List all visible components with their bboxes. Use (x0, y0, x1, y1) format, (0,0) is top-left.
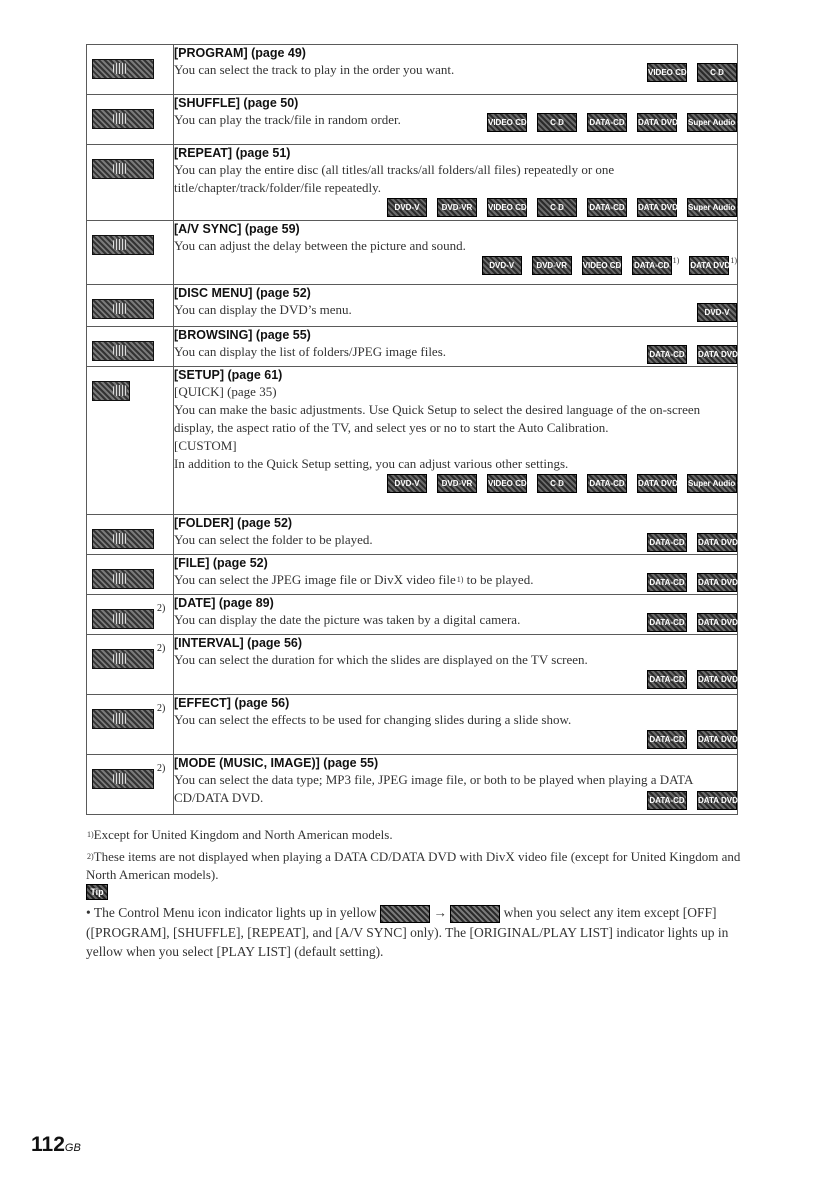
menu-item-title: [SETUP] (page 61) (174, 368, 283, 382)
disc-badge-datadvd-icon: DATA DVD (697, 670, 737, 689)
disc-badges (174, 730, 737, 752)
menu-row-setup (87, 367, 738, 515)
disc-badge-datadvd-icon: DATA DVD (637, 198, 677, 217)
menu-item-title: [PROGRAM] (page 49) (174, 46, 306, 60)
disc-badges (477, 112, 750, 132)
footnote-mark: 2) (157, 763, 166, 774)
disc-badge-datacd-icon: DATA-CD (647, 613, 687, 632)
disc-badge-datadvd-icon: DATA DVD (689, 256, 729, 275)
disc-badge-datacd-icon: DATA-CD (587, 113, 627, 132)
control-menu-table (86, 44, 750, 815)
file-icon (92, 569, 154, 589)
repeat-icon (92, 159, 154, 179)
disc-badge-datacd-icon: DATA-CD (647, 533, 687, 552)
menu-item-title: [INTERVAL] (page 56) (174, 636, 303, 650)
disc-badge-datadvd-icon: DATA DVD (697, 533, 737, 552)
disc-badge-videocd-icon: VIDEO CD (487, 113, 527, 132)
menu-row-browsing (87, 327, 738, 367)
menu-item-title: [DISC MENU] (page 52) (174, 286, 311, 300)
date-icon (92, 609, 154, 629)
footnote-mark: 1) (456, 575, 464, 584)
menu-item-description: You can display the DVD’s menu. (174, 302, 352, 317)
disc-badge-dvdv-icon: DVD-V (387, 474, 427, 493)
setup-custom-label: [CUSTOM] (174, 438, 237, 453)
disc-badge-dvdv-icon: DVD-V (387, 198, 427, 217)
disc-menu-icon (92, 299, 154, 319)
menu-item-title: [MODE (MUSIC, IMAGE)] (page 55) (174, 756, 379, 770)
disc-badge-videocd-icon: VIDEO CD (647, 63, 687, 82)
tip-text: • The Control Menu icon indicator lights up in yellow → when you select any item except [OFF] ([PROGRAM], [SHUFFLE], [REPEAT], and [A/V SYNC] only). The [ORIGINAL/PLAY LIST] indicator lights up in yellow when you select [PLAY LIST] (default setting). (86, 905, 729, 959)
menu-item-description: You can display the list of folders/JPEG image files. (174, 344, 447, 359)
disc-badge-cd-icon: C D (537, 198, 577, 217)
arrow-icon: → (433, 905, 447, 920)
footnote-mark: 2) (157, 643, 166, 654)
disc-badge-datacd-icon: DATA-CD (647, 670, 687, 689)
disc-badges (637, 572, 737, 592)
disc-badge-datacd-icon: DATA-CD (587, 198, 627, 217)
setup-icon (92, 381, 130, 401)
disc-badges (637, 62, 737, 82)
menu-row-file (87, 555, 738, 595)
setup-custom-description: In addition to the Quick Setup setting, you can adjust various other settings. (174, 456, 569, 471)
menu-row-date (87, 595, 738, 635)
disc-badges (174, 198, 750, 220)
disc-badge-dvdv-icon: DVD-V (697, 303, 737, 322)
disc-badges (637, 612, 737, 632)
disc-badge-sacd-icon: Super Audio CD (687, 198, 737, 217)
menu-item-description-tail: to be played. (463, 572, 534, 587)
menu-row-interval (87, 635, 738, 695)
menu-item-description: You can play the entire disc (all titles/all tracks/all folders/all files) repeatedly or one title/chapter/track/folder/file repeatedly. (174, 162, 615, 195)
disc-badge-datacd-icon: DATA-CD (647, 791, 687, 810)
disc-badge-cd-icon: C D (537, 113, 577, 132)
menu-row-mode (87, 755, 738, 815)
setup-quick-label: [QUICK] (page 35) (174, 384, 277, 399)
footnote-mark: 1) (672, 256, 680, 265)
menu-row-repeat (87, 145, 738, 221)
menu-item-title: [REPEAT] (page 51) (174, 146, 291, 160)
menu-row-effect (87, 695, 738, 755)
disc-badge-cd-icon: C D (697, 63, 737, 82)
menu-item-description: You can select the data type; MP3 file, JPEG image file, or both to be played when playing a DATA CD/DATA DVD. (174, 772, 693, 805)
disc-badge-datadvd-icon: DATA DVD (697, 573, 737, 592)
disc-badges (174, 256, 737, 278)
disc-badge-datadvd-icon: DATA DVD (697, 345, 737, 364)
disc-badge-datadvd-icon: DATA DVD (697, 730, 737, 749)
disc-badge-dvdv-icon: DVD-V (482, 256, 522, 275)
interval-icon (92, 649, 154, 669)
menu-item-description: You can play the track/file in random order. (174, 112, 401, 127)
menu-item-title: [BROWSING] (page 55) (174, 328, 311, 342)
menu-item-title: [FOLDER] (page 52) (174, 516, 293, 530)
disc-badge-datacd-icon: DATA-CD (647, 573, 687, 592)
folder-icon (92, 529, 154, 549)
disc-badge-datacd-icon: DATA-CD (632, 256, 672, 275)
disc-badge-datacd-icon: DATA-CD (647, 345, 687, 364)
disc-badge-datadvd-icon: DATA DVD (697, 791, 737, 810)
menu-row-folder (87, 515, 738, 555)
disc-badge-datadvd-icon: DATA DVD (637, 113, 677, 132)
browsing-icon (92, 341, 154, 361)
disc-badge-sacd-icon: Super Audio CD (687, 474, 737, 493)
disc-badge-videocd-icon: VIDEO CD (487, 474, 527, 493)
menu-row-program (87, 45, 738, 95)
menu-item-description: You can select the JPEG image file or DivX video file (174, 572, 456, 587)
disc-badges (637, 532, 737, 552)
disc-badge-datacd-icon: DATA-CD (587, 474, 627, 493)
menu-row-disc-menu (87, 285, 738, 327)
disc-badge-datacd-icon: DATA-CD (647, 730, 687, 749)
menu-item-description: You can select the folder to be played. (174, 532, 373, 547)
footnote-mark: 2) (157, 603, 166, 614)
footnote-mark: 1) (730, 256, 737, 265)
program-icon-cell (87, 45, 174, 95)
footnote-2: $^{2)}$These items are not displayed when playing a DATA CD/DATA DVD with DivX video file (except for United Kingdom and North American models). (86, 849, 741, 882)
menu-item-description: You can adjust the delay between the picture and sound. (174, 238, 466, 253)
disc-badges (687, 302, 737, 322)
disc-badge-datadvd-icon: DATA DVD (697, 613, 737, 632)
menu-item-description: You can display the date the picture was taken by a digital camera. (174, 612, 521, 627)
control-menu-icon-after (450, 905, 500, 923)
menu-item-title: [A/V SYNC] (page 59) (174, 222, 300, 236)
menu-item-title: [EFFECT] (page 56) (174, 696, 290, 710)
menu-item-title: [DATE] (page 89) (174, 596, 274, 610)
program-icon (92, 59, 154, 79)
disc-badge-cd-icon: C D (537, 474, 577, 493)
page-number: 112GB (31, 1133, 81, 1156)
disc-badge-datadvd-icon: DATA DVD (637, 474, 677, 493)
tip-icon: Tip (86, 884, 108, 900)
control-menu-icon-before (380, 905, 430, 923)
menu-row-av-sync (87, 221, 738, 285)
menu-item-description: You can select the duration for which the slides are displayed on the TV screen. (174, 652, 588, 667)
disc-badge-dvdvr-icon: DVD-VR (437, 474, 477, 493)
disc-badges (637, 344, 737, 364)
menu-item-description: You can select the effects to be used for changing slides during a slide show. (174, 712, 572, 727)
disc-badges (637, 790, 737, 810)
disc-badge-videocd-icon: VIDEO CD (582, 256, 622, 275)
disc-badge-sacd-icon: Super Audio CD (687, 113, 737, 132)
menu-item-title: [FILE] (page 52) (174, 556, 268, 570)
menu-item-description: You can select the track to play in the order you want. (174, 62, 455, 77)
shuffle-icon (92, 109, 154, 129)
setup-quick-description: You can make the basic adjustments. Use Quick Setup to select the desired language of the on-screen display, the aspect ratio of the TV, and select yes or no to start the Auto Calibration. (174, 402, 701, 435)
disc-badge-videocd-icon: VIDEO CD (487, 198, 527, 217)
effect-icon (92, 709, 154, 729)
menu-item-title: [SHUFFLE] (page 50) (174, 96, 299, 110)
disc-badges (174, 670, 737, 692)
av-sync-icon (92, 235, 154, 255)
disc-badges (174, 474, 750, 496)
mode-icon (92, 769, 154, 789)
footnote-mark: 2) (157, 703, 166, 714)
footnote-1: $^{1)}$Except for United Kingdom and North American models. (87, 827, 393, 842)
disc-badge-dvdvr-icon: DVD-VR (532, 256, 572, 275)
menu-row-shuffle (87, 95, 738, 145)
disc-badge-dvdvr-icon: DVD-VR (437, 198, 477, 217)
